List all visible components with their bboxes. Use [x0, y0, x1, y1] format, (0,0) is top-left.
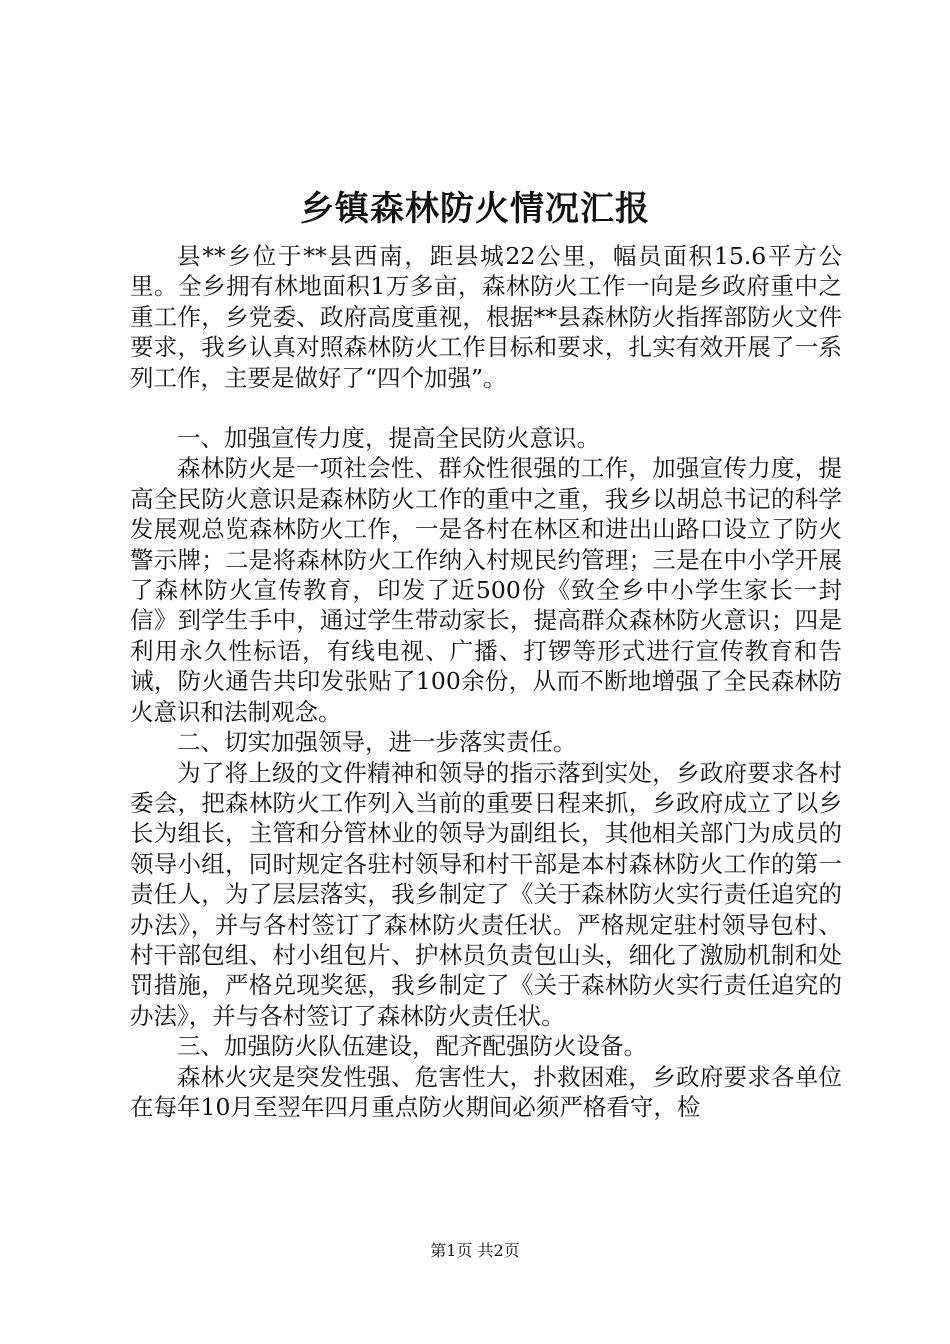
paragraph-spacer — [130, 393, 842, 423]
section-paragraph-3: 森林火灾是突发性强、危害性大，扑救困难，乡政府要求各单位在每年10月至翌年四月重点防火期间必须严格看守，检 — [130, 1062, 842, 1121]
intro-paragraph: 县**乡位于**县西南，距县城22公里，幅员面积15.6平方公里。全乡拥有林地面积1万多亩，森林防火工作一向是乡政府重中之重工作，乡党委、政府高度重视，根据**县森林防火指挥部防火文件要求，我乡认真对照森林防火工作目标和要求，扎实有效开展了一系列工作，主要是做好了“四个加强”。 — [130, 242, 842, 392]
section-heading-3: 三、加强防火队伍建设，配齐配强防火设备。 — [177, 1032, 647, 1061]
page-footer: 第1页 共2页 — [430, 1241, 520, 1260]
section-paragraph-2: 为了将上级的文件精神和领导的指示落到实处，乡政府要求各村委会，把森林防火工作列入当前的重要日程来抓，乡政府成立了以乡长为组长，主管和分管林业的领导为副组长，其他相关部门为成员的领导小组，同时规定各驻村领导和村干部是本村森林防火工作的第一责任人，为了层层落实，我乡制定了《关于森林防火实行责任追究的办法》，并与各村签订了森林防火责任状。严格规定驻村领导包村、村干部包组、村小组包片、护林员负责包山头，细化了激励机制和处罚措施，严格兑现奖惩，我乡制定了《关于森林防火实行责任追究的办法》，并与各村签订了森林防火责任状。 — [130, 758, 842, 1030]
document-body — [130, 241, 842, 1122]
section-paragraph-1: 森林防火是一项社会性、群众性很强的工作，加强宣传力度，提高全民防火意识是森林防火工作的重中之重，我乡以胡总书记的科学发展观总览森林防火工作，一是各村在林区和进出山路口设立了防火警示牌；二是将森林防火工作纳入村规民约管理；三是在中小学开展了森林防火宣传教育，印发了近500份《致全乡中小学生家长一封信》到学生手中，通过学生带动家长，提高群众森林防火意识；四是利用永久性标语，有线电视、广播、打锣等形式进行宣传教育和告诫，防火通告共印发张贴了100余份，从而不断地增强了全民森林防火意识和法制观念。 — [130, 454, 842, 726]
document-title: 乡镇森林防火情况汇报 — [300, 189, 650, 229]
section-heading-2: 二、切实加强领导，进一步落实责任。 — [177, 728, 577, 757]
section-heading-1: 一、加强宣传力度，提高全民防火意识。 — [177, 424, 600, 453]
